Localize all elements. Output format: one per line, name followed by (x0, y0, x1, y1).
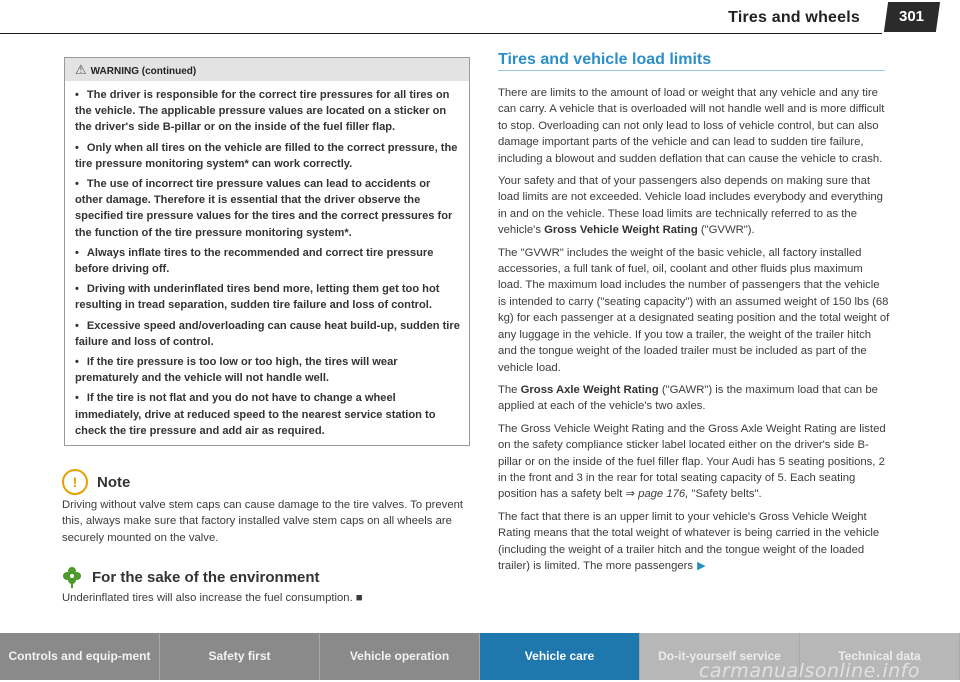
warning-bullet: • If the tire pressure is too low or too high, the tires will wear prematurely and the vehicle will not handle well. (75, 356, 398, 385)
leaf-icon (62, 566, 82, 588)
nav-tab-vehicle-care[interactable]: Vehicle care (480, 633, 640, 680)
warning-header (65, 58, 469, 81)
warning-bullet: • The use of incorrect tire pressure values can lead to accidents or other damage. Therefore it is essential that the driver observe the specified tire pressure values for the tires and the correct pressures for the function of the tire pressure monitoring system*. (75, 178, 453, 239)
warning-bullet: • Driving with underinflated tires bend more, letting them get too hot resulting in tread separation, sudden tire failure and loss of control. (75, 283, 440, 312)
warning-triangle-icon: ⚠ (75, 62, 87, 77)
note-title: Note (97, 473, 131, 491)
bullet-icon: • (75, 283, 79, 296)
environment-title: For the sake of the environment (92, 568, 320, 586)
header-rule (0, 33, 882, 34)
nav-tab-diy-service[interactable]: Do-it-yourself service (640, 633, 800, 680)
warning-bullet: • If the tire is not flat and you do not have to change a wheel immediately, drive at reduced speed to the nearest service station to check the tire pressure and add air as required. (75, 392, 436, 437)
paragraph: The Gross Vehicle Weight Rating and the Gross Axle Weight Rating are listed on the safety compliance sticker label located either on the driver's side B-pillar or on the inside of the fuel filler flap. Your Audi has 5 seating positions, 2 in the front and 3 in the rear for total seating capacity of 5. Each seating position has a safety belt ⇒ page 176, "Safety belts". (498, 422, 886, 501)
continue-arrow-icon: ▶ (697, 559, 706, 572)
warning-bullet: • The driver is responsible for the correct tire pressures for all tires on the vehicle. The applicable pressure values are located on a sticker on the driver's side B-pillar or on the inside of the fuel filler flap. (75, 89, 450, 134)
environment-heading (62, 566, 320, 588)
exclamation-circle-icon: ! (62, 469, 88, 495)
section-rule (498, 70, 885, 71)
bullet-icon: • (75, 178, 79, 191)
environment-text: Underinflated tires will also increase the fuel consumption. ■ (62, 592, 363, 604)
bullet-icon: • (75, 392, 79, 405)
section-title: Tires and vehicle load limits (498, 51, 712, 68)
warning-bullet: • Only when all tires on the vehicle are filled to the correct pressure, the tire pressure monitoring system* can work correctly. (75, 141, 458, 170)
chapter-title: Tires and wheels (728, 9, 860, 26)
note-text: Driving without valve stem caps can cause damage to the tire valves. To prevent this, always make sure that factory installed valve stem caps on all wheels are securely mounted on the valve. (62, 499, 464, 544)
page-reference-link[interactable]: ⇒ page 176, (625, 488, 689, 501)
nav-tab-operation[interactable]: Vehicle operation (320, 633, 480, 680)
watermark: carmanualsonline.info (698, 660, 920, 682)
warning-label: WARNING (continued) (90, 66, 197, 77)
warning-body (65, 81, 469, 445)
nav-tab-controls[interactable]: Controls and equip-ment (0, 633, 160, 680)
paragraph: There are limits to the amount of load or weight that any vehicle and any tire can carry. A vehicle that is overloaded will not handle well and is more difficult to stop. Overloading can not only lead to loss of vehicle control, but can also damage important parts of the vehicle and can lead to sudden tire failure, including a blowout and sudden deflation that can cause the vehicle to crash. (498, 87, 885, 165)
paragraph: The fact that there is an upper limit to your vehicle's Gross Vehicle Weight Rating means that the total weight of whatever is being carried in the vehicle (including the weight of a trailer hitch and the tongue weight of the loaded trailer) is limited. The more passengers ▶ (498, 510, 880, 572)
bullet-icon: • (75, 89, 79, 101)
bullet-icon: • (75, 246, 79, 259)
end-of-section-icon: ■ (355, 592, 363, 604)
page-number-text: 301 (899, 8, 925, 25)
warning-bullet: • Excessive speed and/overloading can cause heat build-up, sudden tire failure and loss of control. (75, 319, 460, 348)
note-heading (62, 469, 130, 495)
bullet-icon: • (75, 141, 79, 154)
warning-box (64, 57, 470, 446)
section-body (498, 85, 890, 580)
page-number (884, 2, 940, 32)
warning-bullet: • Always inflate tires to the recommended and correct tire pressure before driving off. (75, 246, 434, 276)
bullet-icon: • (75, 356, 79, 369)
nav-tab-technical-data[interactable]: Technical data (800, 633, 960, 680)
bullet-icon: • (75, 319, 79, 332)
nav-tab-safety[interactable]: Safety first (160, 633, 320, 680)
paragraph: Your safety and that of your passengers also depends on making sure that load limits are not exceeded. Vehicle load includes everybody and everything in and on the vehicle. These load limits are technically referred to as the vehicle's Gross Vehicle Weight Rating ("GVWR"). (498, 175, 883, 237)
paragraph: The "GVWR" includes the weight of the basic vehicle, all factory installed accessories, a full tank of fuel, oil, coolant and other fluids plus maximum load. The maximum load includes the number of passengers that the vehicle is intended to carry ("seating capacity") with an assumed weight of 150 lbs (68 kg) for each passenger at a designated seating position and the total weight of any luggage in the vehicle. If you tow a trailer, the weight of the trailer hitch and the tongue weight of the loaded trailer must be included as part of the vehicle load. (498, 246, 890, 374)
paragraph: The Gross Axle Weight Rating ("GAWR") is the maximum load that can be applied at each of the vehicle's two axles. (498, 383, 878, 413)
